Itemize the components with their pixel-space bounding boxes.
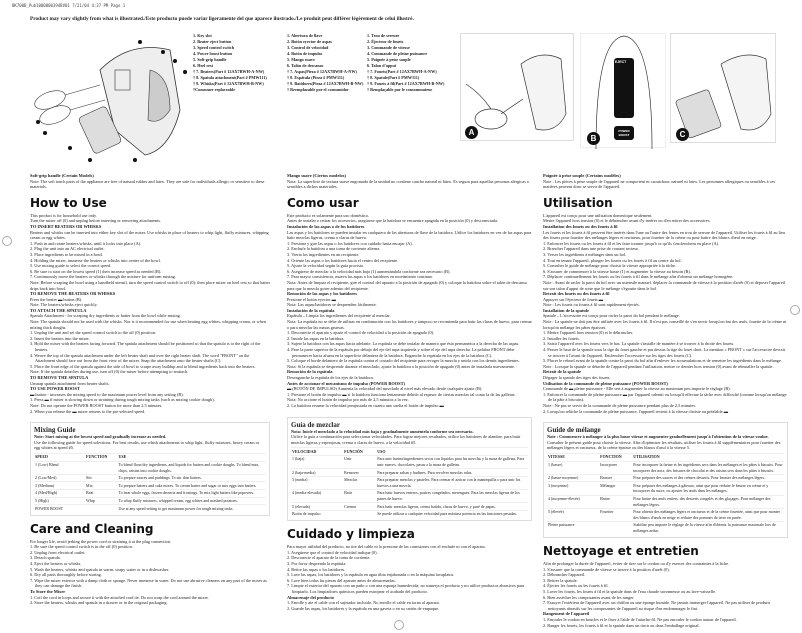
list-item: 1. Enfoncer les fouets ou les fouets à fil et les faire tourner jusqu'à ce qu'ils s'enclenchent en place (A). — [543, 240, 720, 246]
list-item: 3. Verser les ingrédients à mélanger dans un bol. — [543, 251, 627, 257]
subheading: TO INSERT BEATERS OR WHISKS — [30, 223, 102, 229]
table-cell: 3 (Medium) — [34, 482, 85, 490]
table-cell: 5 (élevée) — [547, 508, 599, 521]
figure-c — [670, 33, 776, 143]
paragraph: Note: Before scraping the bowl using a handheld utensil, turn the speed control switch to off (0); then place mixer on heel rest so that batter drips back into bowl. — [30, 279, 271, 291]
table-cell: Pour incorporer la farine et les ingrédients secs dans les mélanges et les pâtes à biscuits. Pour incorporer des noix, des brisures de chocolat et des raisins secs dans les pâtes à biscuits. — [633, 462, 783, 473]
table-cell: Brasser — [599, 474, 632, 482]
power-boost-button: POWER BOOST — [618, 129, 630, 137]
table-cell: Mélanger — [599, 482, 632, 495]
subheading: Installation des fouets ou des fouets à fil — [543, 223, 618, 229]
table-cell: To blend flour/dry ingredients, and liquids for batters and cookie doughs. To blend nuts, chips, raisins into cookie doughs. — [118, 461, 267, 474]
list-item: 6. Lave bien todas las piezas del aparato antes de almacenarlas. — [287, 577, 396, 583]
list-item: 2. Desconecte el aparato de la toma de corriente. — [287, 555, 371, 561]
list-item: 1. Enfoncer la commande de pleine puissance ▬ par l'appareil ralentit ou lorsqu'il effectue la tâche avec difficulté (comme lorsqu'on mélange de la pâte à biscuits). — [543, 391, 787, 403]
table-row — [291, 510, 528, 517]
list-item: 4. Oriente las aspas o los batidores hacia el centro del recipiente. — [287, 257, 399, 263]
table-row — [34, 497, 266, 505]
paragraph: Appuyer sur l'éjecteur de fouets ▬ — [543, 296, 604, 302]
list-item: 4. Pase la parte superior de la espátula por debajo del eje del aspa izquierda y sobre el eje del aspa derecha. La palabra FRONT debe permanecer hacia afuera en la superficie delantera de la batidora. Enganche la espátula en los ejes de la batidora (C). — [287, 347, 515, 358]
list-item: 4. Eject the beaters or whisks. — [30, 561, 82, 567]
list-item: 7. Para mayor consistencia, mueva las aspas o los batidores en movimiento continuo. — [287, 274, 434, 280]
list-item: 7. Limpie el exterior del aparato con un paño o con una esponja humedecida; no sumerja el producto y no utilice productos abrasivos para limpiarlo. Los limpiadores químicos pueden estropear el acabado del producto. — [287, 583, 525, 595]
paragraph: Les fouets et les fouets à fil peuvent être insérés dans l'une ou l'autre des fentes en trou de serrure de l'appareil. Utiliser les fouets à fil au lieu des fouets pour fouetter des mélanges légers et onctueux, pour fouetter de la crème ou pour battre des blancs d'œuf en neige. — [543, 229, 786, 241]
table-header-row — [291, 448, 528, 456]
table-cell: Remover — [343, 469, 376, 477]
subheading: Soft-grip handle (Certain Models) — [30, 173, 94, 178]
paragraph: Unsnap spatula attachment from beater shafts. — [30, 380, 110, 386]
table-row — [547, 508, 784, 521]
list-item: 1. Mettre l'appareil hors tension (0) et le débrancher. — [543, 330, 634, 336]
paragraph: Turn the mixer off (0) and unplug before inserting or removing attachments. — [30, 218, 162, 224]
paragraph: Note: The soft touch parts of the appliance are free of natural rubber and latex. They are safe for individuals allergic or sensitive to these materials. — [30, 178, 265, 190]
paragraph: ▬ (BOTÓN DE IMPULSO) Aumenta la velocidad del mezclado al nivel más elevado desde cualquier ajuste (B). — [287, 386, 483, 392]
registration-mark — [394, 620, 404, 630]
paragraph: Para mayor utilidad del producto, no tire del cable ni lo presione de las conexiones con el enchufe ni con el aparato. — [287, 544, 486, 550]
figure-b-label: B — [587, 132, 600, 145]
list-item: 2. Lorsqu'on relâche la commande de pleine puissance, l'appareil revient à la vitesse choisie au préalable ▬ — [543, 408, 729, 414]
part-item: 6. Talon d'appui — [367, 63, 396, 68]
column-header: VELOCIDAD — [291, 448, 343, 456]
part-item: 3. Speed control switch — [193, 45, 235, 50]
paragraph: Note : Lorsque la spatule se détache de l'appareil pendant l'utilisation, mettre ce dernier hors tension (0) avant de réinstaller la spatule. — [543, 363, 774, 369]
table-cell: Batir — [343, 489, 376, 502]
guide-intro: Utilice la guía a continuación para seleccionar velocidades. Para lograr mejores resultados, utilice los batidores de alambre, para batir mezclas ligeras y esponjosas, crema o claras de huevo, a la velocidad #5. — [291, 434, 521, 445]
subheading: Installation de la spatule — [543, 307, 589, 313]
column-header: USE — [118, 453, 267, 461]
table-row — [34, 461, 266, 474]
subheading: To Store the Mixer — [30, 589, 66, 595]
list-item: 2. Store the beaters, whisks and spatula in a drawer or in the original packaging. — [30, 600, 168, 606]
column-header: USO — [376, 448, 528, 456]
subheading: Utilisation de la commande de pleine puissance (POWER BOOST) — [543, 380, 668, 386]
part-item: 6. Heel rest — [193, 63, 214, 68]
list-item: 6. Asegúrese de mezclar a la velocidad más baja (1) aumentándola conforme sea necesario (B). — [287, 268, 451, 274]
paragraph: Nota: La superficie de textura suave engomada de la unidad no contiene caucho natural ni látex. Es segura para aquellas personas alérgicas o sensibles a dichos materiales. — [287, 178, 529, 190]
list-item: 3. Por favor desprenda la espátula. — [287, 561, 347, 567]
list-item: 6. Be sure to start on the lowest speed (1) then increase speed as needed (B). — [30, 268, 162, 274]
list-item: 2. Ranger les fouets, les fouets à fil et la spatule dans un tiroir ou dans l'emballage original. — [543, 622, 700, 628]
subheading: Mango suave (Ciertos modelos) — [287, 173, 346, 178]
part-item: 6. Talón de descanso — [287, 63, 324, 68]
part-item: † Remplaçable par le consommateur — [367, 87, 433, 92]
part-item: 1. Key slot — [193, 33, 212, 38]
paragraph: Note : Les fouets ou fouets à fil sont rapidement éjectés. — [543, 302, 640, 308]
list-item: 7. Wipe the mixer exterior with a damp cloth or sponge. Never immerse in water. Do not use abrasive cleaners on any part of the mixer as they can damage the finish. — [30, 577, 267, 589]
subheading: TO USE POWER BOOST — [30, 386, 80, 392]
list-item: 1. S'assurer que la commande de vitesse se trouve à la position d'arrêt (0). — [543, 566, 670, 572]
list-item: 1. Coil the cord in loops and secure it with the attached cord tie. Do not wrap the cord around the mixer. — [30, 594, 209, 600]
table-row — [547, 474, 784, 482]
subheading: Poignée à prise souple (Certains modèles) — [543, 173, 621, 178]
part-item: † 7. Aspas(Pieza # 12AX7BWH-A-NW) — [287, 69, 357, 74]
list-item: 3. Retirer la spatule. — [543, 577, 578, 583]
list-item: 5. Wash the beaters, whisks and spatula in warm, soapy water or in a dishwasher. — [30, 566, 170, 572]
list-item: 3. Saisir l'appareil avec les fouets vers le bas. La spatule s'installe de manière à se trouver à la droite des fouets. — [543, 341, 735, 347]
table-row — [34, 505, 266, 512]
part-item: 4. Commande de pleine puissance — [367, 51, 428, 56]
part-item: † 9. Fouets à fil(Part # 12AX7BWH-B-NW) — [367, 81, 445, 86]
subheading: Antes de accionar el mecanismo de impulso (POWER BOOST) — [287, 380, 405, 386]
list-item: 4. Tout en tenant l'appareil, plonger les fouets ou les fouets à fil au centre du bol. — [543, 257, 682, 263]
guide-intro: Consulter le présent guide pour choisir la vitesse. Afin d'optimiser les résultats, utiliser les fouets à fil supplémentaires pour fouetter des mélanges légers et onctueux, de la crème épaisse ou des blancs d'œuf à la vitesse 5. — [547, 439, 781, 451]
list-item: 2. When you release the ▬ mixer returns to the pre-selected speed. — [30, 408, 146, 414]
table-cell: Para batir huevos enteros, postres congelados, merengues. Para las mezclas ligeras de los panes de huevo. — [376, 489, 528, 502]
table-cell: 5 (High) — [34, 497, 85, 505]
paragraph: Nota: Si la espátula se desprende durante el mezclado, ajuste la batidora a la posición de apagado (0) antes de instalarla nuevamente. — [287, 363, 516, 369]
table-cell: Incorporer — [599, 461, 632, 474]
part-item: † 8. Spatula attachment(Part # PMW111) — [193, 75, 267, 80]
part-item: 5. Poignée à prise souple — [367, 57, 411, 62]
table-cell: Pour battre des œufs entiers, des desserts congelés et des glaçages. Pour mélanger des mélanges légers. — [632, 495, 784, 508]
section-heading: Como usar — [287, 195, 359, 210]
table-header-row — [34, 453, 266, 461]
table-row — [291, 455, 528, 468]
table-row — [34, 482, 266, 490]
list-item: 4. Passer le haut de la spatule sous la tige du fouet gauche et par dessus la tige du fouet droit. La mention « FRONT » sur l'accessoire devrait se trouver à l'avant de l'appareil. Enclencher l'accessoire sur les tiges des fouets (C). — [543, 347, 785, 358]
guide-title: Guide de mélange — [547, 426, 601, 435]
list-item: 5. Laver les fouets, les fouets à fil et la spatule dans de l'eau chaude savonneuse ou au lave-vaisselle. — [543, 589, 716, 595]
list-item: 2. Brancher l'appareil dans une prise de courant secteur. — [543, 246, 639, 252]
table-cell: To prepare sauces and puddings. To stir thin batters. — [118, 474, 267, 482]
list-item: 1. Press ▬ if mixer is slowing down or straining during tough mixing tasks (such as mixing cookie dough). — [30, 397, 215, 403]
subheading: TO REMOVE THE SPATULA — [30, 375, 89, 380]
list-item: 5. Placer le rebord avant de la spatule contre la paroi du bol afin d'enlever les accumulations et de remettre les ingrédients dans le mélange. — [543, 358, 782, 364]
mixing-guide — [287, 417, 532, 522]
list-item: 2. Insert the beaters into the mixer. — [30, 335, 90, 341]
table-cell: Mezclar — [343, 476, 376, 489]
paragraph: Antes de instalar o retirar los accesorios, asegúrese que la batidora se encuentre apagada en la posición (0) y desconectada. — [287, 218, 499, 224]
paragraph: Beaters and whisks can be inserted into either key slot of the mixer. Use whisks in place of beaters to whip light, fluffy mixtures, whipping cream or egg whites. — [30, 229, 269, 241]
list-item: 4. Weave the top of the spatula attachment under the left beater shaft and over the right beater shaft. The word "FRONT" on the Attachment should face out from the front view of the mixer. Snap the attachment onto the beater shafts (C). — [30, 352, 250, 364]
disclaimer: Product may vary slightly from what is illustrated./Este producto puede variar ligeramente del que aparece ilustrado./Le produit peut différer légèrement de celui illustré. — [30, 16, 414, 22]
list-item: 4. Holding the mixer, immerse the beaters or whisks into center of the bowl. — [30, 257, 161, 263]
guide-title: Mixing Guide — [34, 426, 76, 435]
table-cell: 4 (moyenne-élevée) — [547, 495, 599, 508]
table-cell: Se puede utilizar a cualquier velocidad para máxima potencia en las funciones pesadas. — [376, 510, 528, 517]
column-header: FONCTION — [599, 453, 632, 461]
list-item: 7. Essuyer l'extérieur de l'appareil avec un chiffon ou une éponge humide. Ne jamais immerger l'appareil. Ne pas utiliser de produits nettoyants abrasifs sur les composantes de l'appareil au risque d'en endommager le fini. — [543, 600, 771, 611]
paragraph: Note : La spatule ne doit pas être utilisée avec les fouets à fil. Il n'est pas conseillé de s'en servir lorsqu'on bat des œufs, fouette de la crème ni lorsqu'on mélange les pâtes épaisses. — [543, 319, 787, 330]
mixer-illustration — [30, 30, 190, 165]
subheading: Instalación de la espátula — [287, 307, 335, 313]
list-item: 6. Bien assécher les composantes avant de les ranger. — [543, 594, 635, 600]
speed-table — [291, 447, 528, 517]
table-cell: 2 (basse-moyenne) — [547, 474, 599, 482]
registration-mark — [790, 305, 800, 315]
guide-note: Nota: Inicie el mezclado a la velocidad más baja y gradualmente auméntela conforme sea necesario. — [291, 428, 474, 434]
table-cell: Pleine puissance — [547, 521, 599, 534]
table-cell — [343, 510, 376, 517]
table-cell: Use at any speed setting to get maximum power for tough mixing tasks. — [118, 505, 267, 512]
table-row — [547, 461, 784, 474]
paragraph: Note: If the spatula detaches during use, turn off (0) the mixer before attempting to reattach. — [30, 369, 189, 375]
list-item: 1. Presione y gire las aspas o los batidores con cuidado hasta encajar (A). — [287, 240, 413, 246]
paragraph: Nota: No accione el botón de impulso por más de 2,5 minutos a la vez. — [287, 397, 409, 403]
figure-b — [580, 33, 666, 148]
part-item: 1. Trou de serrure — [367, 33, 400, 38]
list-item: 2. Installer les fouets. — [543, 335, 580, 341]
table-cell: Para unir harina/ingredientes secos con líquidos para las mezclas y la masa de galletas. Para unir nueces, chocolates, pasas a la masa de galletas. — [376, 455, 528, 468]
part-item: 4. Power boost button — [193, 51, 233, 56]
table-cell: Fouetter — [599, 508, 632, 521]
parts-list-es — [287, 33, 363, 93]
part-item: 2. Botón eyector de aspas — [287, 39, 332, 44]
part-item: 4. Botón de impulso — [287, 51, 323, 56]
table-cell: 2 (baja-media) — [291, 469, 343, 477]
table-cell: 1 (basse) — [547, 461, 599, 474]
part-item: 5. Mango suave — [287, 57, 315, 62]
list-item: 1. Desconecte el aparato y ajuste el control de velocidad a la posición de apagado (0). — [287, 330, 435, 336]
list-item: 5. Consulter le guide de mélange pour choisir la vitesse appropriée à la tâche. — [543, 263, 677, 269]
guide-title: Guía de mezclar — [291, 420, 340, 429]
figure-c-label: C — [676, 128, 689, 141]
table-cell: 1 (baja) — [291, 455, 343, 468]
part-item: 3. Control de velocidad — [287, 45, 329, 50]
list-item: 6. Dry all parts thoroughly before storing. — [30, 572, 102, 578]
table-cell: 2 (Low/Med) — [34, 474, 85, 482]
list-item: 1. Presione el botón de impulso ▬ si la batidora funciona lentamente debido al espesor de ciertas mezclas tal como la de las galletas. — [287, 391, 516, 397]
list-item: 3. Vierta los ingredientes en un recipiente. — [287, 251, 360, 257]
part-item: †Consumer replaceable — [193, 87, 236, 92]
table-row — [34, 474, 266, 482]
column-header: VITESSE — [547, 453, 599, 461]
column-header: UTILISATION — [632, 453, 784, 461]
figure-a-label: A — [465, 126, 478, 139]
list-item: 5. Ajuste la velocidad según la guía provista. — [287, 263, 364, 269]
paragraph: Note : Ne pas se servir de la commande de pleine puissance pendant plus de 2,5 minutes. — [543, 402, 696, 408]
speed-table — [547, 453, 784, 534]
subheading: TO ATTACH THE SPATULA — [30, 307, 87, 313]
part-item: † 7. Fouets(Part # 12AX7BWH-A-NW) — [367, 69, 437, 74]
list-item: 7. Déplacer continuellement les fouets ou les fouets à fil dans le mélange afin d'obtenir un mélange homogène. — [543, 274, 734, 280]
part-item: 2. Éjecteur de fouets — [367, 39, 404, 44]
spanish-column — [287, 173, 532, 611]
paragraph: ▬ button - increases the mixing speed to the maximum power level from any setting (B). — [30, 391, 184, 397]
list-item: 1. Push in and rotate beaters/whisks, until it locks into place (A). — [30, 240, 142, 246]
paragraph: This product is for household use only. — [30, 212, 97, 218]
part-item: 1. Abertura de llave — [287, 33, 323, 38]
table-cell: Para preparar salsas y budines. Para revolver mezclas ralas. — [376, 469, 528, 477]
list-item: 3. Sujete la batidora con las aspas hacia adelante. La espátula se debe instalar de manera que ésta permanezca a la derecha de las aspas. — [287, 341, 520, 347]
part-item: 5. Soft-grip handle — [193, 57, 227, 62]
table-cell: Stir — [85, 474, 117, 482]
list-item: 1. Enrolle y ate el cable con el sujetador incluido. No enrolle el cable en torno al aparato. — [287, 600, 440, 606]
part-item: † Reemplazable por el consumidor — [287, 87, 349, 92]
column-header: FUNCIÓN — [343, 448, 376, 456]
paragraph: Note: Do not operate the POWER BOOST button for more than 2.5 minutes. — [30, 402, 163, 408]
english-column — [30, 173, 270, 606]
table-cell: Para batir mezclas ligeras, crema batida, claras de huevo, y puré de papas. — [376, 503, 528, 511]
table-cell — [85, 461, 117, 474]
guide-intro: Use the following guide for speed selections. For best results, use whisk attachments to whip light, fluffy mixtures, heavy cream or egg whites at speed #5. — [34, 439, 260, 451]
parts-list-en — [193, 33, 267, 93]
part-item: † 7. Beaters(Part # 12AX7BWH-A-NW) — [193, 69, 265, 74]
list-item: 5. Coloque el borde delantero de la espátula contra el costado del recipiente para recoger la mezcla y unirla con los demás ingredientes. — [287, 358, 520, 364]
guide-note: Note : Commencer à mélanger à la plus basse vitesse et augmenter graduellement jusqu'à l'obtention de la vitesse voulue. — [547, 434, 769, 440]
french-column — [543, 173, 788, 628]
table-row — [291, 489, 528, 502]
table-cell — [85, 505, 117, 512]
registration-mark — [2, 236, 12, 246]
paragraph: Nota: La espátula no se debe de utilizar en combinación con los batidores y tampoco se recomienda para batir las claras de huevo, para cremar o para mezclar las masas gruesas. — [287, 319, 532, 330]
part-item: † 9. Whisks(Part # 12AX7BWH-B-NW) — [193, 81, 264, 86]
list-item: 5. Place the front edge of the spatula against the side of bowl to scrape away buildup and to blend ingredients back into the beaters. — [30, 363, 256, 369]
table-row — [547, 482, 784, 495]
part-item: † 8. Spatule(Part # PMW111) — [367, 75, 420, 80]
table-row — [291, 476, 528, 489]
table-cell: 3 (moyenne) — [547, 482, 599, 495]
paragraph: Mettre l'appareil hors tension (0) et le débrancher avant d'y insérer ou d'en retirer des accessoires. — [543, 218, 711, 224]
paragraph: Afin de prolonger la durée de l'appareil, éviter de tirer sur le cordon ou d'y exercer des contraintes à la fiche. — [543, 561, 730, 567]
list-item: 4. Éjecter les fouets ou les fouets à fil. — [543, 583, 609, 589]
speed-table — [34, 453, 266, 512]
list-item: 2. La batidora resume la velocidad preajustada en cuanto uno suelta el botón de impulso ▬ — [287, 402, 444, 408]
paragraph: Dégager la spatule des tiges des fouets. — [543, 375, 611, 380]
paragraph: Nota: Antes de limpiar el recipiente, gire el control del aparato a la posición de apagado (0) y coloque la batidora sobre el talón de descanso para que la mezcla gotee adentro del recipiente. — [287, 279, 528, 291]
list-item: 1. Enrouler le cordon en boucles et le fixer à l'aide de l'attache-fil. Ne pas enrouler le cordon autour de l'appareil. — [543, 617, 737, 622]
eject-button: EJECT — [615, 60, 627, 64]
section-heading: Nettoyage et entretien — [543, 544, 699, 559]
section-heading: Cuidado y limpieza — [287, 527, 415, 542]
table-cell: 5 (elevada) — [291, 503, 343, 511]
table-cell: Pour préparer des mélanges à gâteaux, ainsi que pour réduire le beurre en crème et y incorporer du sucre, ou ajouter les œufs dans les mélanges. — [632, 482, 784, 495]
subheading: Remoción de la espátula — [287, 369, 333, 375]
table-row — [291, 469, 528, 477]
paragraph: Desenganche la espátula de los ejes de la batidora. — [287, 375, 374, 380]
list-item: 1. Asegúrese que el control de velocidad indique (0). — [287, 549, 378, 555]
list-item: 2. Unplug from electrical outlet. — [30, 549, 86, 555]
paragraph: Note: The beaters/whisks eject quickly. — [30, 302, 98, 308]
list-item: 2. Enchufe la batidora a una toma de corriente alterna. — [287, 246, 381, 252]
table-cell: Botón de impulso — [291, 510, 343, 517]
subheading: Rangement de l'appareil — [543, 611, 590, 617]
paragraph: L'appareil est conçu pour une utilisation domestique seulement. — [543, 212, 653, 218]
table-header-row — [547, 453, 784, 461]
table-cell: 4 (media-elevada) — [291, 489, 343, 502]
paragraph: Press the beater ▬ button (B). — [30, 296, 83, 302]
list-item: 2. Débrancher l'appareil. — [543, 572, 586, 578]
table-cell: Whip — [85, 497, 117, 505]
column-header: FUNCTION — [85, 453, 117, 461]
list-item: 7. Continuously move the beaters or whisks through the mixture for uniform mixing. — [30, 274, 176, 280]
subheading: Remoción de las aspas y los batidores — [287, 291, 357, 297]
table-cell — [599, 521, 632, 534]
print-header: BK700B_Pub1000000394BV01 7/21/04 4:37 PM Page 1 — [12, 3, 126, 8]
list-item: 2. Plug the unit into an AC electrical outlet. — [30, 246, 105, 252]
table-row — [547, 521, 784, 534]
part-item: † 8. Espátula (Pieza # PMW111) — [287, 75, 345, 80]
table-cell: 1 (Low) Blend — [34, 461, 85, 474]
list-item: 4. Retire las aspas o los batidores. — [287, 566, 346, 572]
list-item: 3. Detach spatula. — [30, 555, 61, 561]
subheading: Retrait des fouets ou des fouets à fil — [543, 291, 610, 297]
table-cell: 4 (Med/High) — [34, 489, 85, 497]
list-item: 1. Be sure the speed control switch is in the off (0) position. — [30, 544, 133, 550]
section-heading: Utilisation — [543, 195, 613, 210]
paragraph: Este producto es solamente para uso doméstico. — [287, 212, 370, 218]
subheading: Instalación de las aspas o de los batidores — [287, 223, 365, 229]
paragraph: Commande de ▬ pleine puissance - Elle sert à augmenter la vitesse au maximum peu importe le réglage (B). — [543, 386, 731, 392]
section-heading: How to Use — [30, 195, 107, 210]
table-cell: 3 (media) — [291, 476, 343, 489]
paragraph: Presione el botón eyector ▬ — [287, 296, 336, 302]
list-item: 5. Use mixing guide to select the correct speed. — [30, 263, 112, 269]
table-cell: To prepare batters and cake mixes. To cream butter and sugar or mix eggs into batters. — [118, 482, 267, 490]
part-item: † 9. Batidores(Pieza # 12AX7BWH-B-NW) — [287, 81, 364, 86]
paragraph: Spatula Attachment - for scraping dry ingredients or batter from the bowl while mixing. — [30, 313, 181, 319]
guide-note: Note: Start mixing at the lowest speed and gradually increase as needed. — [34, 434, 167, 440]
subheading: Retrait de la spatule — [543, 369, 581, 375]
list-item: 3. Place ingredients to be mixed in a bowl. — [30, 251, 104, 257]
paragraph: Note : Les pièces à prise souple de l'appareil ne comportent ni caoutchouc naturel ni latex. Les personnes allergiques ou sensibles à ces matières peuvent donc se servir de l'appareil. — [543, 178, 776, 190]
table-cell: POWER BOOST — [34, 505, 85, 512]
list-item: 5. Lave las aspas, los batidores y la espátula en agua tibia enjabonada o en la máquina lavaplatos. — [287, 572, 455, 578]
list-item: 3. Hold the mixer with the beaters facing forward. The spatula attachment should be positioned so that the spatula is to the right of the beaters. — [30, 341, 261, 353]
list-item: 1. Unplug the unit and set the speed control switch to the off (0) position. — [30, 330, 156, 336]
table-cell: Battre — [599, 495, 632, 508]
mixing-guide — [30, 422, 270, 516]
part-item: 2. Beater eject button — [193, 39, 232, 44]
paragraph: Note: The spatula should not be used with the whisks. Nor is it recommended for use when beating egg whites, whipping cream, or when mixing thick doughs. — [30, 319, 266, 330]
column-header: SPEED — [34, 453, 85, 461]
parts-list-fr — [367, 33, 444, 93]
section-heading: Care and Cleaning — [30, 521, 154, 536]
table-cell: Pour obtenir des mélanges légers et onctueux et de la crème fouettée, ainsi que pour monter des blancs d'œufs en neige et réduire des pommes de terre en purée. — [632, 508, 784, 521]
table-row — [34, 489, 266, 497]
table-row — [547, 495, 784, 508]
table-cell: Mix — [85, 482, 117, 490]
subheading: TO REMOVE THE BEATERS OR WHISKS — [30, 291, 116, 297]
paragraph: Note : Avant de racler la paroi du bol avec un ustensile manuel, déplacer la commande de vitesse à la position d'arrêt (0) et déposer l'appareil sur son talon d'appui de sorte que le mélange s'égoutte dans le bol. — [543, 279, 786, 291]
table-cell: To whip fluffy mixtures, whipped cream, egg whites and mashed potatoes. — [118, 497, 267, 505]
table-cell: Stabilise peu importe le réglage de la vitesse afin d'obtenir la puissance maximale lors de mélanges ardus. — [632, 521, 784, 534]
figure-a — [460, 33, 574, 141]
mixing-guide — [543, 422, 788, 538]
paragraph: Espátula – Limpia los ingredientes del recipiente al mezclar. — [287, 313, 391, 319]
table-cell: To beat whole eggs, frozen desserts and frostings. To mix light batters like popovers. — [118, 489, 267, 497]
paragraph: Nota: Las aspas/batidores se desprenden fácilmente. — [287, 302, 377, 308]
paragraph: For longer life, avoid jerking the power cord or straining it at the plug connection. — [30, 538, 172, 544]
table-cell: Beat — [85, 489, 117, 497]
list-item: 2. Guarde las aspas, los batidores y la espátula en una gaveta o en su cartón de empaque. — [287, 605, 440, 611]
subheading: Almacenaje del producto — [287, 594, 334, 600]
list-item: 2. Instale las aspas en la batidora. — [287, 335, 345, 341]
paragraph: Spatule – L'accessoire est conçu pour racler la paroi du bol pendant le mélange. — [543, 313, 680, 319]
table-cell: Cremar — [343, 503, 376, 511]
paragraph: Las aspas y los batidores se pueden instalar en cualquiera de las aberturas de llave de la batidora. Utilice los batidores en vez de las aspas para batir mezclas ligeras, crema o claras de huevo. — [287, 229, 532, 241]
list-item: 6. S'assurer de commencer à la vitesse basse (1) et augmenter la vitesse au besoin (B). — [543, 268, 691, 274]
table-cell: Para preparar mezclas y pasteles. Para cremar el azúcar con la mantequilla o para unir los huevos a una mezcla. — [376, 476, 528, 489]
part-item: 3. Commande de vitesse — [367, 45, 410, 50]
table-cell: Pour préparer des sauces et des crèmes desserts. Pour brasser des mélanges légers. — [632, 474, 784, 482]
table-cell: Unir — [343, 455, 376, 468]
table-row — [291, 503, 528, 511]
